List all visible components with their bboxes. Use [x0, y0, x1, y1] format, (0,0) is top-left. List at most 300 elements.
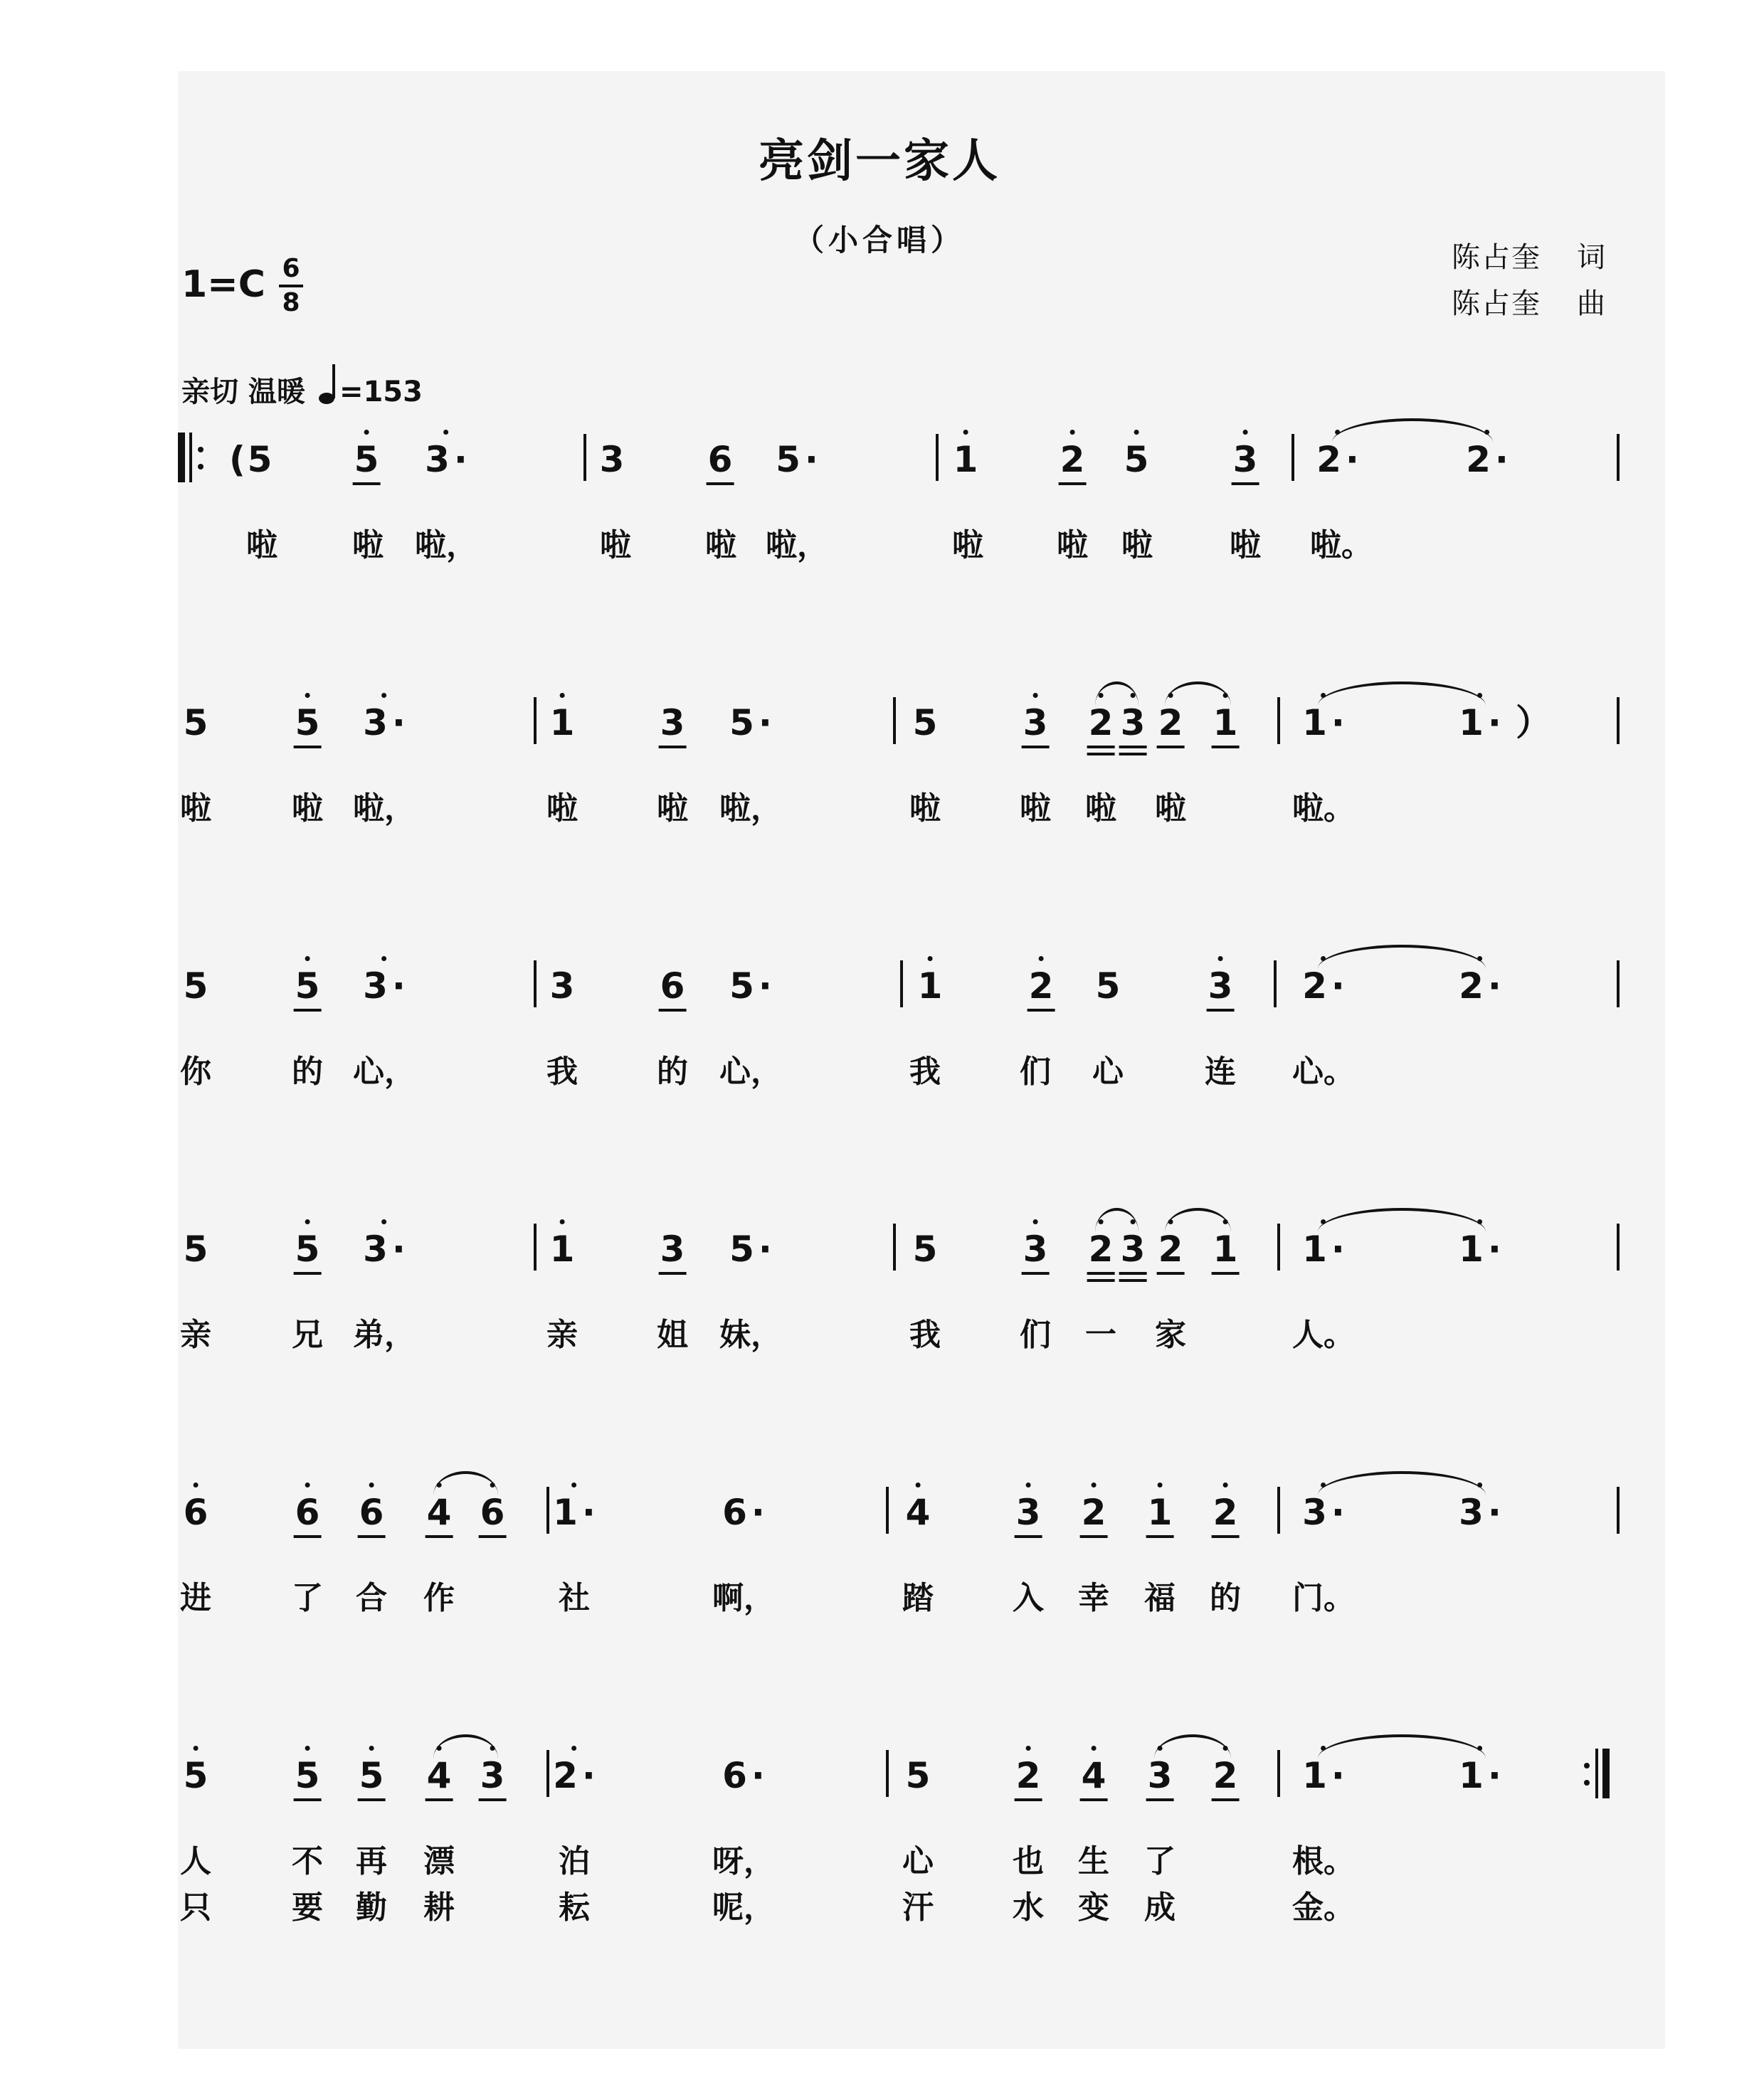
note-digit: 1 — [1213, 1229, 1238, 1270]
note-digit: 6 — [359, 1492, 384, 1533]
barline — [886, 1750, 889, 1797]
high-octave-dot — [559, 693, 564, 698]
note-digit: 4 — [1081, 1755, 1106, 1796]
note — [550, 1229, 575, 1269]
note — [722, 1492, 765, 1532]
high-octave-dot — [193, 1746, 198, 1751]
note — [729, 1229, 772, 1269]
augmentation-dot: · — [1487, 702, 1501, 743]
note-digit: 5 — [183, 702, 208, 743]
note-digit: 5 — [247, 439, 273, 480]
note — [600, 440, 625, 479]
note-digit: 1 — [917, 965, 943, 1007]
note — [1459, 703, 1501, 743]
note — [295, 1756, 320, 1796]
lyric-syllable: 啦 — [1155, 790, 1186, 827]
barline — [1617, 434, 1620, 481]
note — [295, 966, 320, 1006]
barline — [936, 434, 939, 481]
note — [295, 1492, 320, 1532]
note — [1208, 966, 1233, 1006]
lyric-syllable: 弟， — [353, 1317, 416, 1353]
barline — [1277, 697, 1280, 744]
lyric-syllable: 啦 — [952, 527, 983, 563]
note-digit: 1 — [1459, 702, 1484, 743]
note — [708, 440, 733, 479]
lyric-syllable: 心 — [902, 1843, 934, 1879]
high-octave-dot — [927, 956, 932, 961]
note-digit: 2 — [1466, 439, 1491, 480]
note — [1124, 440, 1149, 479]
note-digit: 6 — [295, 1492, 320, 1533]
note-digit: 3 — [660, 1229, 685, 1270]
note-digit: 1 — [1147, 1492, 1173, 1533]
note-digit: 1 — [1459, 1755, 1484, 1796]
high-octave-dot — [1025, 1746, 1030, 1751]
lyric-syllable: 啦 — [600, 527, 631, 563]
note — [550, 966, 575, 1006]
lyric-syllable: 幸 — [1078, 1580, 1109, 1616]
note — [363, 703, 406, 743]
note — [553, 1756, 596, 1796]
lyric-syllable: 金。 — [1292, 1889, 1355, 1926]
repeat-barline — [178, 433, 185, 482]
note — [913, 1229, 938, 1269]
barline — [546, 1487, 549, 1534]
eighth-underline — [1232, 482, 1259, 485]
lyric-syllable: 也 — [1013, 1843, 1044, 1879]
tempo-bpm: =153 — [339, 376, 423, 408]
lyric-syllable: 只 — [180, 1889, 211, 1926]
note-digit: 3 — [1015, 1492, 1041, 1533]
key-signature: 1=C — [181, 263, 265, 306]
note — [553, 1492, 596, 1532]
note — [427, 1756, 452, 1796]
note-digit: 5 — [912, 702, 938, 743]
barline — [893, 1224, 896, 1271]
sixteenth-underline — [1087, 1279, 1115, 1282]
augmentation-dot: · — [1494, 439, 1509, 480]
note — [1302, 1492, 1345, 1532]
lyric-syllable: 家 — [1155, 1317, 1186, 1353]
note-digit: 2 — [1158, 702, 1183, 743]
lyric-syllable: 啦。 — [1292, 790, 1355, 827]
barline — [893, 697, 896, 744]
high-octave-dot — [1025, 1483, 1030, 1488]
augmentation-dot: · — [758, 1229, 772, 1270]
time-signature-top: 6 — [282, 254, 300, 283]
note-digit: 3 — [1232, 439, 1258, 480]
lyric-syllable: 呀， — [712, 1843, 775, 1879]
augmentation-dot: · — [391, 1229, 406, 1270]
note — [1316, 440, 1359, 479]
repeat-barline — [1595, 1749, 1598, 1798]
note — [1016, 1492, 1041, 1532]
note-digit: 1 — [1213, 702, 1238, 743]
note-digit: 2 — [1088, 1229, 1114, 1270]
note — [918, 966, 943, 1006]
note — [354, 440, 379, 479]
note — [359, 1756, 384, 1796]
augmentation-dot: · — [1331, 1492, 1345, 1533]
note — [729, 703, 772, 743]
high-octave-dot — [305, 693, 310, 698]
note-digit: 1 — [549, 1229, 575, 1270]
lyric-syllable: 成 — [1144, 1889, 1176, 1926]
eighth-underline — [1212, 1272, 1240, 1275]
barline — [534, 697, 537, 744]
note-digit: 3 — [363, 702, 388, 743]
note-digit: 1 — [1302, 1755, 1327, 1796]
note-digit: 4 — [426, 1492, 452, 1533]
note — [913, 703, 938, 743]
high-octave-dot — [364, 430, 369, 435]
credit-role: 词 — [1577, 241, 1607, 274]
barline — [1277, 1224, 1280, 1271]
note-digit: 2 — [1158, 1229, 1183, 1270]
eighth-underline — [479, 1798, 507, 1801]
barline — [1291, 434, 1294, 481]
note — [1016, 1756, 1041, 1796]
note-digit: 3 — [1459, 1492, 1484, 1533]
note-digit: 3 — [1023, 702, 1048, 743]
note-digit: 6 — [722, 1755, 747, 1796]
note-digit: 3 — [363, 1229, 388, 1270]
lyric-syllable: 进 — [180, 1580, 211, 1616]
eighth-underline — [358, 1798, 386, 1801]
eighth-underline — [1022, 746, 1050, 748]
note — [425, 440, 468, 479]
high-octave-dot — [1157, 1483, 1162, 1488]
note — [480, 1756, 505, 1796]
augmentation-dot: · — [1331, 702, 1345, 743]
note-digit: 1 — [1459, 1229, 1484, 1270]
high-octave-dot — [559, 1219, 564, 1224]
lyric-syllable: 入 — [1013, 1580, 1044, 1616]
note-digit: 2 — [1028, 965, 1054, 1007]
note-digit: 5 — [776, 439, 801, 480]
repeat-dot — [198, 464, 204, 470]
lyric-syllable: 耕 — [423, 1889, 455, 1926]
note-digit: 3 — [1208, 965, 1233, 1007]
note-digit: 3 — [1120, 702, 1146, 743]
note-digit: 1 — [549, 702, 575, 743]
lyric-syllable: 要 — [292, 1889, 323, 1926]
note-digit: 2 — [1316, 439, 1341, 480]
note — [1082, 1756, 1106, 1796]
note — [1121, 703, 1146, 743]
barline — [534, 1224, 537, 1271]
note — [427, 1492, 452, 1532]
high-octave-dot — [1069, 430, 1074, 435]
lyric-syllable: 耘 — [559, 1889, 590, 1926]
lyric-syllable: 啦 — [1230, 527, 1261, 563]
lyric-syllable: 啦 — [246, 527, 278, 563]
repeat-barline — [1602, 1749, 1610, 1798]
note — [1213, 703, 1238, 743]
augmentation-dot: · — [1345, 439, 1359, 480]
note-digit: 5 — [1095, 965, 1121, 1007]
note-digit: 2 — [1088, 702, 1114, 743]
repeat-barline — [189, 433, 192, 482]
eighth-underline — [294, 1272, 322, 1275]
note — [184, 1756, 208, 1796]
time-signature-bar — [279, 285, 303, 287]
lyric-syllable: 生 — [1078, 1843, 1109, 1879]
note — [1023, 703, 1048, 743]
note — [1089, 1229, 1114, 1269]
eighth-underline — [1080, 1535, 1108, 1538]
eighth-underline — [1087, 746, 1115, 748]
note — [1158, 1229, 1183, 1269]
lyric-syllable: 心， — [719, 1054, 782, 1090]
note-digit: 3 — [1147, 1755, 1173, 1796]
high-octave-dot — [305, 956, 310, 961]
note — [184, 966, 208, 1006]
augmentation-dot: · — [1331, 1755, 1345, 1796]
note-digit: 3 — [1120, 1229, 1146, 1270]
augmentation-dot: · — [1487, 965, 1501, 1007]
note — [722, 1756, 765, 1796]
lyricist-credit — [1452, 235, 1607, 275]
lyric-syllable: 汗 — [902, 1889, 934, 1926]
note — [1466, 440, 1509, 479]
barline — [1617, 960, 1620, 1007]
lyric-syllable: 心 — [1092, 1054, 1124, 1090]
augmentation-dot: · — [581, 1492, 596, 1533]
note — [295, 703, 320, 743]
augmentation-dot: · — [1331, 965, 1345, 1007]
lyric-syllable: 你 — [180, 1054, 211, 1090]
eighth-underline — [294, 746, 322, 748]
high-octave-dot — [1217, 956, 1222, 961]
note — [363, 966, 406, 1006]
note-digit: 6 — [660, 965, 685, 1007]
eighth-underline — [659, 746, 687, 748]
augmentation-dot: · — [1487, 1229, 1501, 1270]
note — [1302, 703, 1345, 743]
note — [1302, 1229, 1345, 1269]
lyric-syllable: 我 — [909, 1317, 941, 1353]
high-octave-dot — [1242, 430, 1247, 435]
lyric-syllable: 啦 — [1057, 527, 1088, 563]
note-digit: 2 — [1213, 1492, 1238, 1533]
lyric-syllable: 漂 — [423, 1843, 455, 1879]
lyric-syllable: 呢， — [712, 1889, 775, 1926]
time-signature — [279, 255, 303, 317]
lyric-syllable: 们 — [1020, 1317, 1051, 1353]
eighth-underline — [1087, 1272, 1115, 1275]
high-octave-dot — [1038, 956, 1043, 961]
eighth-underline — [659, 1272, 687, 1275]
barline — [886, 1487, 889, 1534]
note-digit: 5 — [912, 1229, 938, 1270]
note — [248, 440, 273, 479]
note-digit: 2 — [1459, 965, 1484, 1007]
eighth-underline — [1157, 1272, 1185, 1275]
lyric-syllable: 社 — [559, 1580, 590, 1616]
composer-credit — [1452, 281, 1607, 322]
eighth-underline — [707, 482, 734, 485]
lyric-syllable: 不 — [292, 1843, 323, 1879]
note-digit: 2 — [1213, 1755, 1238, 1796]
eighth-underline — [1146, 1535, 1174, 1538]
lyric-syllable: 啦 — [292, 790, 323, 827]
note — [359, 1492, 384, 1532]
note — [954, 440, 978, 479]
note-digit: 5 — [183, 1229, 208, 1270]
lyric-syllable: 了 — [1144, 1843, 1176, 1879]
lyric-syllable: 啦 — [705, 527, 736, 563]
barline — [900, 960, 903, 1007]
eighth-underline — [426, 1798, 453, 1801]
augmentation-dot: · — [758, 702, 772, 743]
augmentation-dot: · — [453, 439, 468, 480]
quarter-note-icon — [318, 363, 339, 413]
sixteenth-underline — [1087, 753, 1115, 755]
eighth-underline — [358, 1535, 386, 1538]
lyric-syllable: 福 — [1144, 1580, 1176, 1616]
note-digit: 6 — [480, 1492, 505, 1533]
note — [184, 703, 208, 743]
note — [550, 703, 575, 743]
note — [1148, 1756, 1173, 1796]
high-octave-dot — [915, 1483, 920, 1488]
lyric-syllable: 兄 — [292, 1317, 323, 1353]
open-paren: ( — [229, 439, 245, 480]
high-octave-dot — [193, 1483, 198, 1488]
note-digit: 1 — [553, 1492, 578, 1533]
repeat-dot — [1584, 1763, 1590, 1768]
repeat-dot — [1584, 1780, 1590, 1786]
eighth-underline — [353, 482, 381, 485]
note — [1459, 1492, 1501, 1532]
note-digit: 5 — [295, 1229, 320, 1270]
lyric-syllable: 啦 — [180, 790, 211, 827]
lyric-syllable: 心。 — [1292, 1054, 1355, 1090]
barline — [1274, 960, 1277, 1007]
note-digit: 3 — [363, 965, 388, 1007]
high-octave-dot — [963, 430, 968, 435]
note-digit: 3 — [425, 439, 450, 480]
lyric-syllable: 啊， — [712, 1580, 775, 1616]
augmentation-dot: · — [1487, 1755, 1501, 1796]
high-octave-dot — [305, 1483, 310, 1488]
lyric-syllable: 水 — [1013, 1889, 1044, 1926]
eighth-underline — [294, 1535, 322, 1538]
lyric-syllable: 的 — [292, 1054, 323, 1090]
note-digit: 5 — [183, 1755, 208, 1796]
tempo-text: 亲切 温暖 — [181, 376, 305, 408]
high-octave-dot — [369, 1483, 374, 1488]
high-octave-dot — [1222, 1483, 1227, 1488]
high-octave-dot — [1134, 430, 1139, 435]
lyric-syllable: 合 — [356, 1580, 387, 1616]
high-octave-dot — [305, 1746, 310, 1751]
time-signature-bottom: 8 — [282, 288, 300, 317]
note-digit: 3 — [480, 1755, 505, 1796]
sixteenth-underline — [1119, 753, 1147, 755]
high-octave-dot — [1032, 693, 1037, 698]
note-digit: 1 — [1302, 1229, 1327, 1270]
eighth-underline — [1157, 746, 1185, 748]
note-digit: 1 — [1302, 702, 1327, 743]
tempo-marking — [181, 363, 423, 413]
note-digit: 2 — [1015, 1755, 1041, 1796]
note-digit: 3 — [1023, 1229, 1048, 1270]
note — [184, 1492, 208, 1532]
eighth-underline — [1119, 1272, 1147, 1275]
lyric-syllable: 我 — [546, 1054, 578, 1090]
lyric-syllable: 们 — [1020, 1054, 1051, 1090]
note — [1158, 703, 1183, 743]
note — [660, 703, 685, 743]
barline — [1617, 697, 1620, 744]
augmentation-dot: · — [581, 1755, 596, 1796]
augmentation-dot: · — [804, 439, 818, 480]
song-subtitle: （小合唱） — [793, 223, 965, 258]
barline — [1617, 1487, 1620, 1534]
credit-name: 陈占奎 — [1452, 241, 1541, 274]
note-digit: 5 — [295, 1755, 320, 1796]
lyric-syllable: 啦 — [1085, 790, 1116, 827]
eighth-underline — [1015, 1535, 1042, 1538]
lyric-syllable: 变 — [1078, 1889, 1109, 1926]
eighth-underline — [426, 1535, 453, 1538]
lyric-syllable: 亲 — [180, 1317, 211, 1353]
barline — [1277, 1487, 1280, 1534]
augmentation-dot: · — [1487, 1492, 1501, 1533]
note-digit: 4 — [426, 1755, 452, 1796]
close-paren: ） — [1516, 702, 1551, 743]
note-digit: 5 — [729, 702, 754, 743]
lyric-syllable: 踏 — [902, 1580, 934, 1616]
note-digit: 4 — [905, 1492, 931, 1533]
lyric-syllable: 啦。 — [1310, 527, 1373, 563]
note — [295, 1229, 320, 1269]
eighth-underline — [1015, 1798, 1042, 1801]
eighth-underline — [1207, 1009, 1235, 1012]
note-digit: 5 — [295, 702, 320, 743]
note — [1148, 1492, 1173, 1532]
lyric-syllable: 泊 — [559, 1843, 590, 1879]
note — [1089, 703, 1114, 743]
note — [1121, 1229, 1146, 1269]
note-digit: 3 — [549, 965, 575, 1007]
eighth-underline — [1022, 1272, 1050, 1275]
note-digit: 5 — [354, 439, 379, 480]
note — [1302, 966, 1345, 1006]
lyric-syllable: 啦， — [415, 527, 477, 563]
note-digit: 5 — [905, 1755, 931, 1796]
augmentation-dot: · — [758, 965, 772, 1007]
note — [660, 1229, 685, 1269]
high-octave-dot — [1091, 1746, 1096, 1751]
song-title: 亮剑一家人 — [759, 134, 1000, 188]
note-digit: 5 — [1124, 439, 1149, 480]
lyric-syllable: 再 — [356, 1843, 387, 1879]
augmentation-dot: · — [391, 965, 406, 1007]
note-digit: 6 — [707, 439, 733, 480]
high-octave-dot — [1091, 1483, 1096, 1488]
barline — [583, 434, 586, 481]
lyric-syllable: 的 — [657, 1054, 688, 1090]
note-digit: 6 — [183, 1492, 208, 1533]
lyric-syllable: 啦， — [353, 790, 416, 827]
note-digit: 5 — [295, 965, 320, 1007]
note — [1213, 1492, 1238, 1532]
barline — [534, 960, 537, 1007]
